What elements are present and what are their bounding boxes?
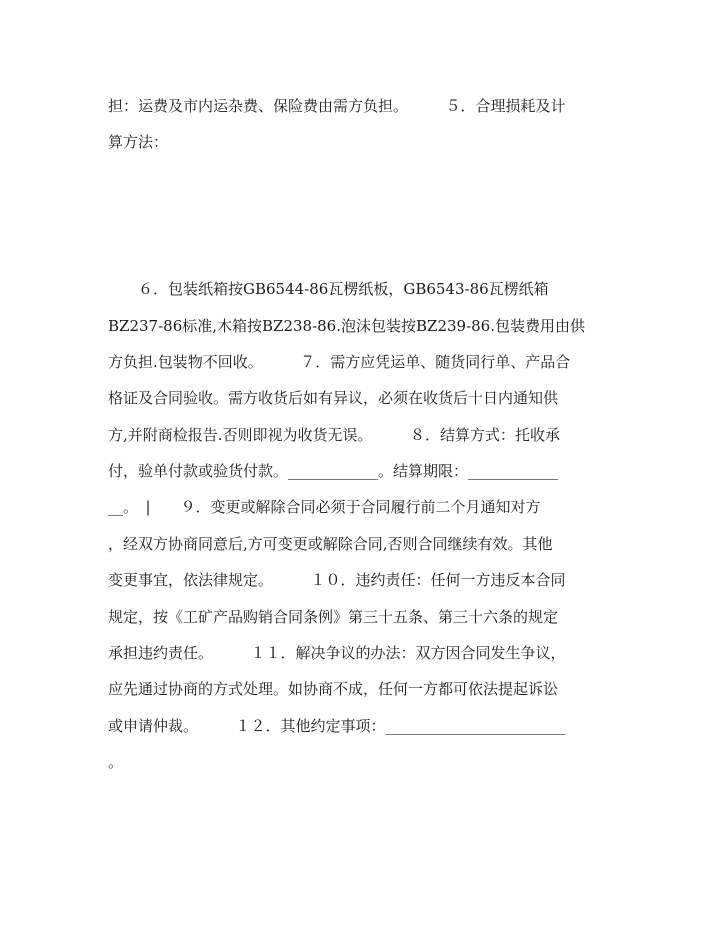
text-line: 承担违约责任。 １１．解决争议的办法：双方因合同发生争议， [108,644,566,662]
text-line: 。 [108,753,124,771]
text-line: 方负担.包装物不回收。 ７．需方应凭运单、随货同行单、产品合 [108,353,571,371]
text-line: 应先通过协商的方式处理。如协商不成，任何一方都可依法提起诉讼 [108,680,559,698]
text-line: 担：运费及市内运杂费、保险费由需方负担。 ５．合理损耗及计 [108,97,566,115]
text-line: 方,并附商检报告.否则即视为收货无误。 ８．结算方式：托收承 [108,426,561,444]
text-line: 规定，按《工矿产品购销合同条例》第三十五条、第三十六条的规定 [108,608,559,626]
text-line: ，经双方协商同意后,方可变更或解除合同,否则合同继续有效。其他 [108,535,553,553]
text-line: 付，验单付款或验货付款。____________。结算期限：____________ [108,462,559,480]
text-line: ６．包装纸箱按GB6544-86瓦楞纸板，GB6543-86瓦楞纸箱 [108,280,549,298]
text-line: 变更事宜，依法律规定。 １０．违约责任：任何一方违反本合同 [108,571,566,589]
text-line: 格证及合同验收。需方收货后如有异议，必须在收货后十日内通知供 [108,389,559,407]
text-line: 或申请仲裁。 １２．其他约定事项：________________________ [108,717,566,735]
text-line: __。 | ９．变更或解除合同必须于合同履行前二个月通知对方 [108,498,541,516]
text-line: 算方法： [108,133,169,151]
text-line: BZ237-86标准,木箱按BZ238-86.泡沫包装按BZ239-86.包装费用由供 [108,317,585,335]
